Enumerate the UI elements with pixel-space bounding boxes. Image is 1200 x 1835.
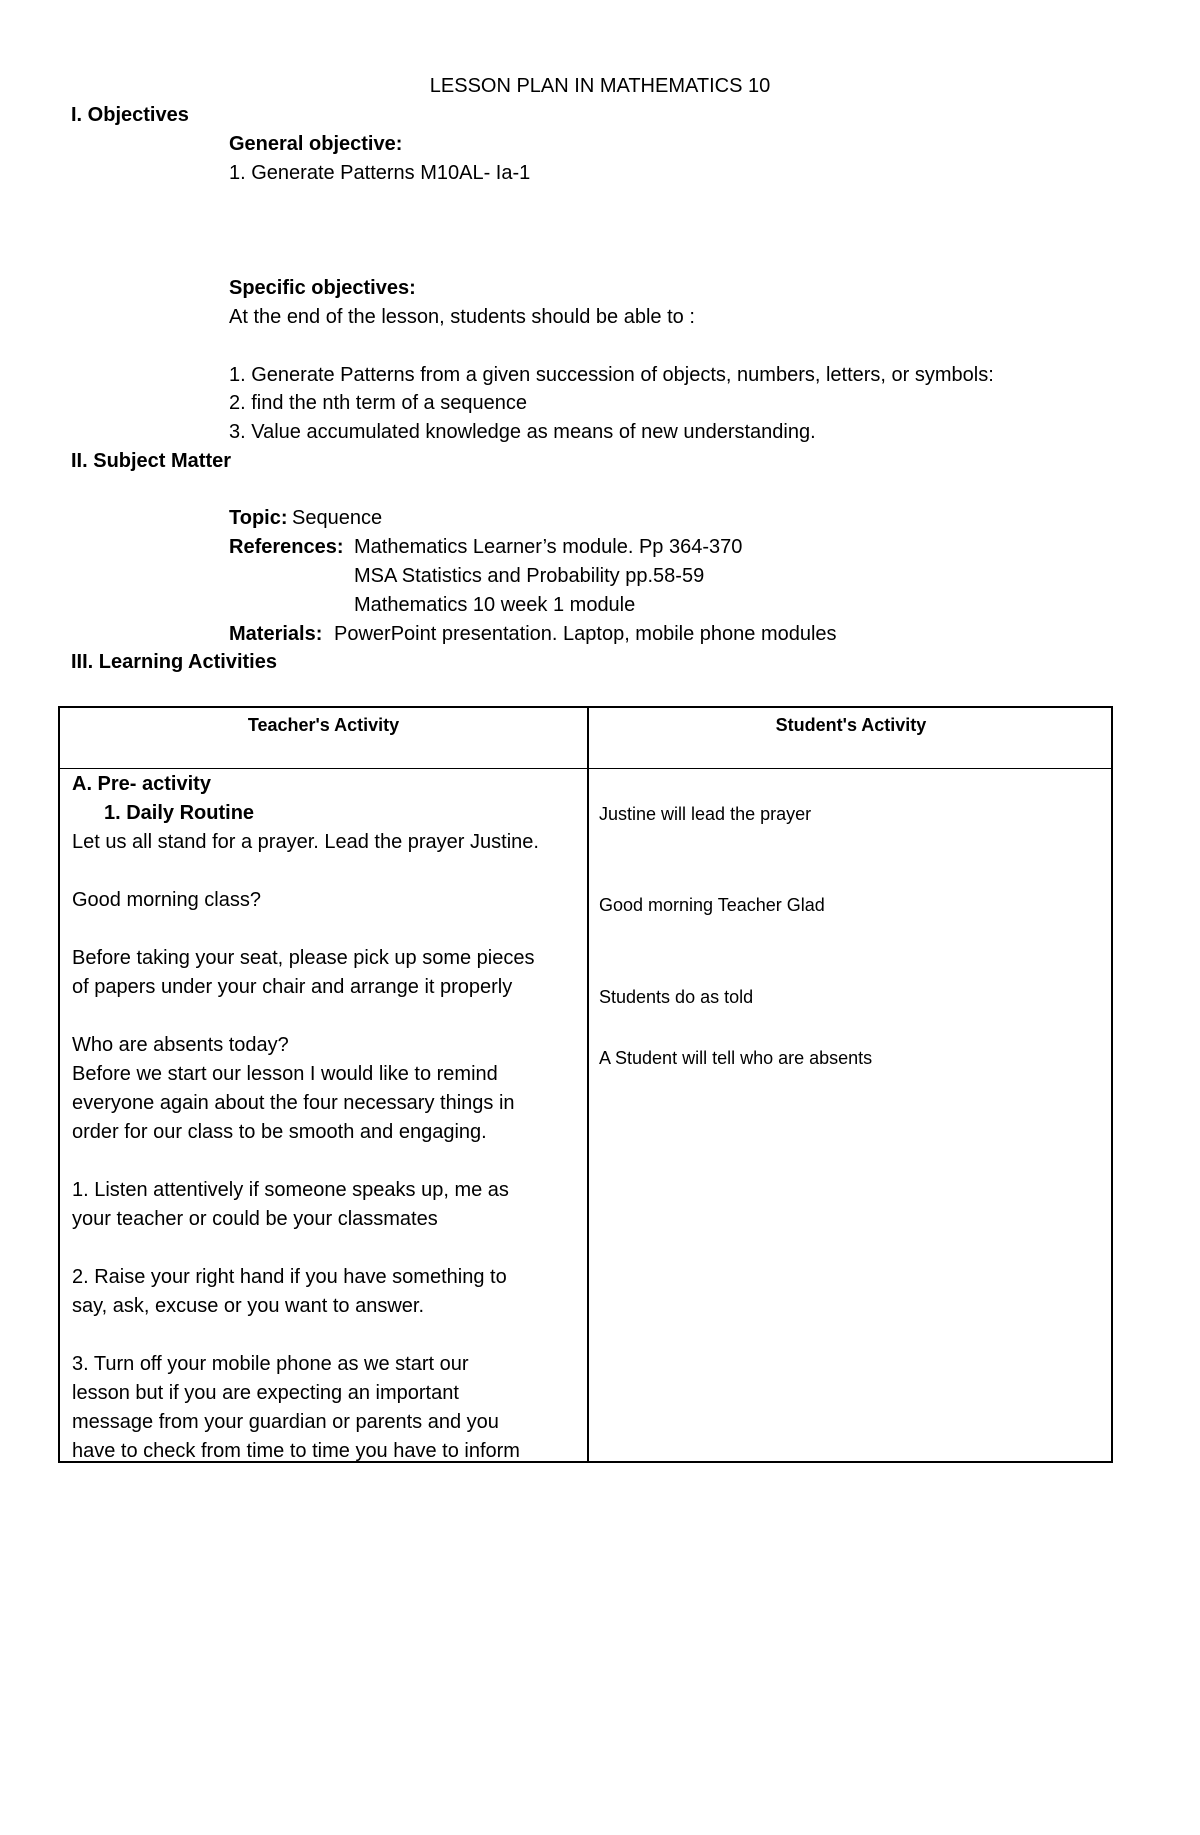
teacher-line: lesson but if you are expecting an important [72,1382,459,1404]
subsection-heading: 1. Daily Routine [104,802,255,824]
teacher-line: 3. Turn off your mobile phone as we start our [72,1353,469,1375]
teacher-line: 1. Listen attentively if someone speaks up, me as [72,1179,509,1201]
topic-value: Sequence [292,507,383,529]
table-header-divider [60,768,1111,769]
teacher-line: order for our class to be smooth and engaging. [72,1121,487,1143]
materials-label: Materials: [229,623,323,645]
topic-label: Topic: [229,507,288,529]
table-column-divider [587,708,589,1461]
student-line: Good morning Teacher Glad [599,895,825,915]
specific-objectives-label: Specific objectives: [229,277,416,299]
teacher-activity-cell [72,770,582,1466]
teacher-activity-header: Teacher's Activity [247,715,400,735]
student-line: Students do as told [599,987,754,1007]
student-line: Justine will lead the prayer [599,804,812,824]
activities-table [58,706,1113,1463]
teacher-line: Let us all stand for a prayer. Lead the prayer Justine. [72,831,539,853]
teacher-line: of papers under your chair and arrange it properly [72,976,513,998]
teacher-line: 2. Raise your right hand if you have something to [72,1266,507,1288]
general-objective-label: General objective: [229,133,403,155]
student-activity-header: Student's Activity [775,715,927,735]
subject-matter-heading: II. Subject Matter [71,450,232,472]
reference-item: Mathematics Learner’s module. Pp 364-370 [354,536,743,558]
references-label: References: [229,536,344,558]
section-heading: A. Pre- activity [72,773,211,795]
teacher-line: have to check from time to time you have to inform [72,1440,520,1462]
objectives-heading: I. Objectives [71,104,189,126]
reference-item: MSA Statistics and Probability pp.58-59 [354,565,705,587]
teacher-line: your teacher or could be your classmates [72,1208,438,1230]
reference-item: Mathematics 10 week 1 module [354,594,636,616]
specific-objective-item: 2. find the nth term of a sequence [229,392,527,414]
teacher-line: Before taking your seat, please pick up some pieces [72,947,535,969]
learning-activities-heading: III. Learning Activities [71,651,277,673]
student-line: A Student will tell who are absents [599,1048,873,1068]
specific-objectives-intro: At the end of the lesson, students should be able to : [229,306,695,328]
teacher-line: Good morning class? [72,889,261,911]
teacher-line: message from your guardian or parents and you [72,1411,499,1433]
specific-objective-item: 3. Value accumulated knowledge as means of new understanding. [229,421,816,443]
general-objective-item: 1. Generate Patterns M10AL- Ia-1 [229,162,531,184]
specific-objective-item: 1. Generate Patterns from a given succession of objects, numbers, letters, or symbols: [229,364,994,386]
teacher-line: Before we start our lesson I would like to remind [72,1063,498,1085]
page-title: LESSON PLAN IN MATHEMATICS 10 [429,75,771,97]
teacher-line: say, ask, excuse or you want to answer. [72,1295,425,1317]
materials-value: PowerPoint presentation. Laptop, mobile phone modules [334,623,837,645]
teacher-line: Who are absents today? [72,1034,289,1056]
teacher-line: everyone again about the four necessary things in [72,1092,515,1114]
